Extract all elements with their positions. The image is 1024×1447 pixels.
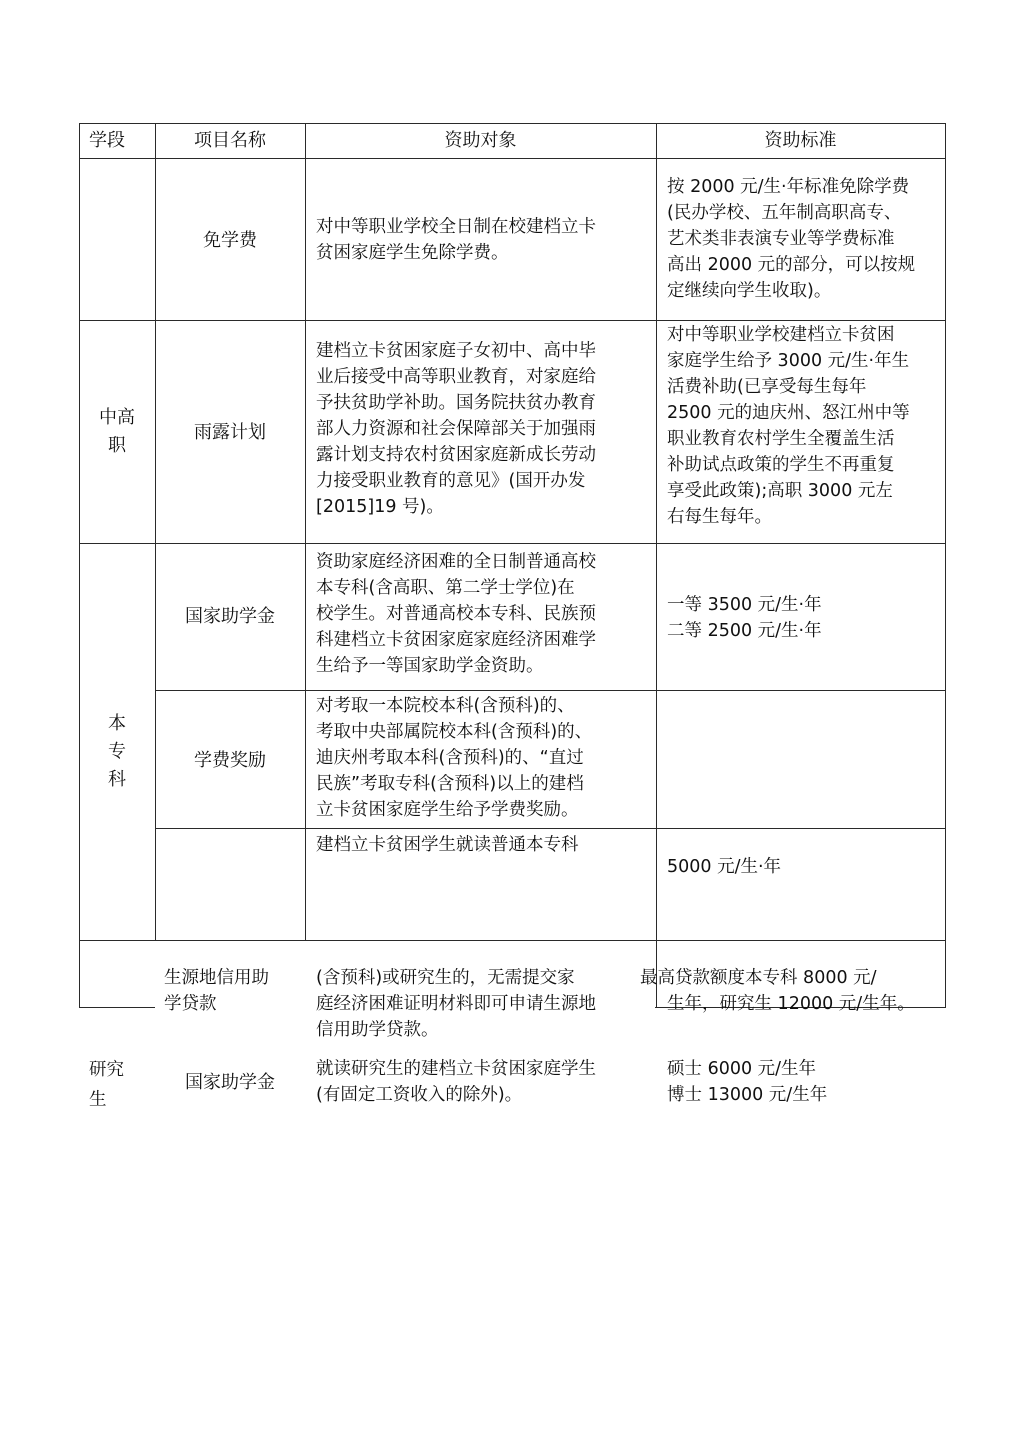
table-rule (79, 158, 946, 159)
header-standard: 资助标准 (764, 130, 837, 151)
table-rule (79, 940, 946, 941)
table-rule (79, 543, 946, 544)
header-stage: 学段 (89, 130, 125, 151)
aid-target: 建档立卡贫困家庭子女初中、高中毕 业后接受中高等职业教育，对家庭给 予扶贫助学补助。国务院扶贫办教育 部人力资源和社会保障部关于加强雨 露计划支持农村贫困家庭新成长劳动 力接受职业教育的意见》(国开办发 [2015]19 号)。 (316, 341, 596, 517)
project-name: 雨露计划 (194, 422, 266, 443)
project-name: 学费奖励 (194, 750, 266, 771)
aid-standard: 一等 3500 元/生·年 二等 2500 元/生·年 (667, 595, 822, 641)
header-project: 项目名称 (194, 130, 266, 151)
project-name: 国家助学金 (185, 1072, 275, 1093)
aid-target: 对考取一本院校本科(含预科)的、 考取中央部属院校本科(含预科)的、 迪庆州考取本科(含预科)的、“直过 民族”考取专科(含预科)以上的建档 立卡贫困家庭学生给予学费奖励。 (316, 696, 593, 820)
aid-standard: 按 2000 元/生·年标准免除学费 (民办学校、五年制高职高专、 艺术类非表演专业等学费标准 高出 2000 元的部分，可以按规 定继续向学生收取)。 (667, 177, 916, 301)
table-rule (79, 123, 946, 124)
project-name: 国家助学金 (185, 606, 275, 627)
table-rule (305, 123, 306, 940)
table-rule (155, 828, 946, 829)
header-target: 资助对象 (444, 130, 517, 151)
aid-target: (含预科)或研究生的，无需提交家 庭经济困难证明材料即可申请生源地 信用助学贷款。 (316, 968, 596, 1040)
project-name: 生源地信用助 学贷款 (164, 968, 269, 1014)
project-name: 免学费 (203, 230, 257, 251)
aid-target: 对中等职业学校全日制在校建档立卡 贫困家庭学生免除学费。 (316, 217, 596, 263)
table-rule (155, 690, 946, 691)
aid-target: 就读研究生的建档立卡贫困家庭学生 (有固定工资收入的除外)。 (316, 1059, 596, 1105)
aid-standard: 对中等职业学校建档立卡贫困 家庭学生给予 3000 元/生·年生 活费补助(已享受每生每年 2500 元的迪庆州、怒江州中等 职业教育农村学生全覆盖生活 补助试点政策的学生不再重复 享受此政策);高职 3000 元左 右每生每年。 (667, 325, 910, 527)
stage-label: 研究 生 (89, 1060, 124, 1110)
aid-standard: 最高贷款额度本专科 8000 元/ 生年，研究生 12000 元/生年。 (640, 968, 915, 1014)
aid-standard: 硕士 6000 元/生年 博士 13000 元/生年 (667, 1059, 828, 1105)
aid-standard: 5000 元/生·年 (667, 857, 782, 877)
table-rule (79, 320, 946, 321)
table-rule (79, 123, 80, 1008)
table-rule (656, 123, 657, 1007)
aid-target: 资助家庭经济困难的全日制普通高校 本专科(含高职、第二学士学位)在 校学生。对普通高校本专科、民族预 科建档立卡贫困家庭家庭经济困难学 生给予一等国家助学金资助。 (316, 552, 596, 676)
table-rule (79, 1007, 155, 1008)
stage-label: 本 专 科 (108, 713, 126, 790)
aid-target: 建档立卡贫困学生就读普通本专科 (316, 835, 579, 855)
stage-label: 中高 职 (99, 407, 135, 456)
table-rule (945, 123, 946, 1007)
